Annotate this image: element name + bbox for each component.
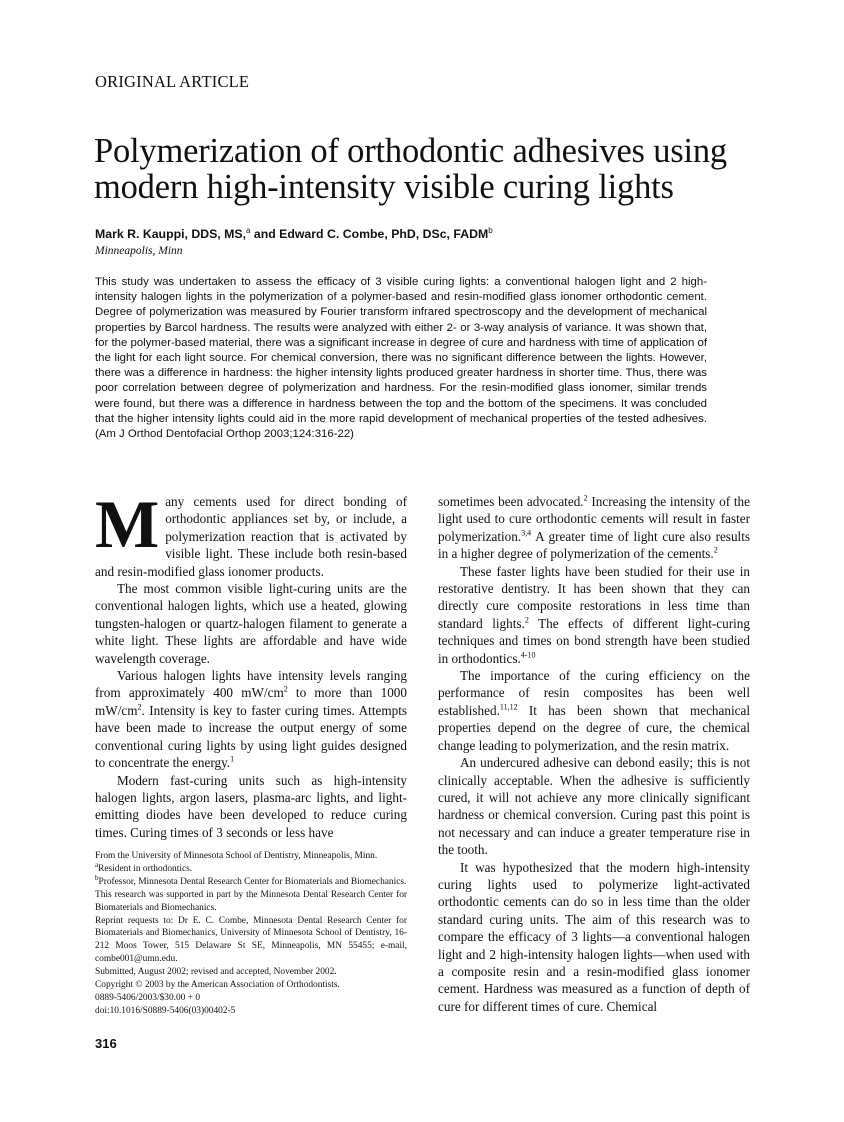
affiliation-marker: b <box>488 225 493 235</box>
body-paragraph: It was hypothesized that the modern high-intensity curing lights used to polymerize light-activated orthodontic cements can do so in less time than the older standard curing units. The aim of this research was to compare the efficacy of 3 lights—a conventional halogen light and 2 high-intensity halogen lights—when used with a composite resin and a resin-modified glass ionomer cement. Hardness was measured as a function of depth of cure for different times of cure. Chemical <box>438 859 750 1014</box>
citation-link[interactable]: 4-10 <box>520 650 536 660</box>
footnote-copyright: Copyright © 2003 by the American Association of Orthodontists. <box>95 980 340 991</box>
body-column-right <box>438 493 750 1015</box>
citation-link[interactable]: 2 <box>583 493 588 503</box>
citation-link[interactable]: 2 <box>713 545 718 555</box>
footnote-issn: 0889-5406/2003/$30.00 + 0 <box>95 992 201 1003</box>
superscript: 2 <box>137 702 142 712</box>
body-paragraph: Modern fast-curing units such as high-intensity halogen lights, argon lasers, plasma-arc lights, and light-emitting diodes have been developed to reduce curing times. Curing times of 3 seconds or less have <box>95 772 407 840</box>
footnote-affiliation: From the University of Minnesota School of Dentistry, Minneapolis, Minn. <box>95 851 378 861</box>
citation-link[interactable]: 1 <box>230 754 235 764</box>
section-label: ORIGINAL ARTICLE <box>95 72 250 91</box>
body-column-left <box>95 486 407 841</box>
page-number: 316 <box>95 1036 117 1051</box>
footnote-submitted: Submitted, August 2002; revised and accepted, November 2002. <box>95 967 337 978</box>
article-title: Polymerization of orthodontic adhesives using modern high-intensity visible curing lights <box>94 132 727 206</box>
superscript: 2 <box>283 685 288 695</box>
body-paragraph: Many cements used for direct bonding of orthodontic appliances set by, or include, a polymerization reaction that is activated by visible light. These include both resin-based and resin-modified glass ionomer products. <box>95 486 407 579</box>
drop-cap: M <box>95 486 160 562</box>
body-paragraph: These faster lights have been studied for their use in restorative dentistry. It has been shown that they can directly cure composite restorations in less time than standard lights.$^2$ The effects of different light-curing techniques and times on bond strength have been studied in orthodontics.$^{4-10}$ <box>438 563 750 666</box>
footnote-reprint: Reprint requests to: Dr E. C. Combe, Minnesota Dental Research Center for Biomaterials and Biomechanics, University of Minnesota School of Dentistry, 16-212 Moos Tower, 515 Delaware St SE, Minneapolis, MN 55455; e-mail, combe001@umn.edu. <box>95 915 407 965</box>
author-name: Mark R. Kauppi, DDS, MS, <box>95 227 246 241</box>
body-paragraph: The most common visible light-curing units are the conventional halogen lights, which use a heated, glowing tungsten-halogen or quartz-halogen filament to generate a white light. These lights are affordable and have wide wavelength coverage. <box>95 581 407 666</box>
footnote-b: $^b$Professor, Minnesota Dental Research Center for Biomaterials and Biomechanics. <box>95 873 407 887</box>
author-location: Minneapolis, Minn <box>95 245 183 257</box>
author-name: and Edward C. Combe, PhD, DSc, FADM <box>250 227 489 241</box>
footnote-doi[interactable]: doi:10.1016/S0889-5406(03)00402-5 <box>95 1005 236 1016</box>
footnote-a: $^a$Resident in orthodontics. <box>95 860 193 874</box>
citation-link[interactable]: 3,4 <box>521 528 532 538</box>
abstract: This study was undertaken to assess the efficacy of 3 visible curing lights: a conventional halogen light and 2 high-intensity halogen lights in the polymerization of a polymer-based and resin-modified glass ionomer orthodontic cement. Degree of polymerization was measured by Fourier transform infrared spectroscopy and the development of mechanical properties by Barcol hardness. The results were analyzed with either 2- or 3-way analysis of variance. It was shown that, for the polymer-based material, there was a significant increase in degree of cure and hardness with time of application of the light for each light source. For chemical conversion, there was no significant difference between the lights. However, there was a difference in hardness: the higher intensity lights produced greater hardness in shorter time. Thus, there was poor correlation between degree of polymerization and hardness. For the resin-modified glass ionomer, similar trends were found, but there was a difference in hardness between the top and the bottom of the specimens. It was concluded that the higher intensity lights could aid in the more rapid development of mechanical properties of the tested adhesives. (Am J Orthod Dentofacial Orthop 2003;124:316-22) <box>95 276 707 441</box>
footnote-support: This research was supported in part by the Minnesota Dental Research Center for Biomaterials and Biomechanics. <box>95 889 407 913</box>
citation-link[interactable]: 2 <box>524 615 529 625</box>
body-paragraph: The importance of the curing efficiency on the performance of resin composites has been well established.$^{11,12}$ It has been shown that mechanical properties depend on the degree of cure, the chemical change leading to polymerization, and the resin matrix. <box>438 668 750 753</box>
footnotes <box>95 850 407 1018</box>
body-paragraph: Various halogen lights have intensity levels ranging from approximately 400 $mW/cm^2$ to more than 1000 $mW/cm^2$. Intensity is key to faster curing times. Attempts have been made to increase the output energy of some conventional curing lights by using light guides designed to concentrate the energy.$^1$ <box>95 668 407 771</box>
citation-link[interactable]: 11,12 <box>499 702 518 712</box>
body-paragraph: sometimes been advocated.$^2$ Increasing the intensity of the light used to cure orthodontic cements will result in faster polymerization.$^{3,4}$ A greater time of light cure also results in a higher degree of polymerization of the cements.$^2$ <box>438 493 750 562</box>
author-line <box>95 227 493 241</box>
body-paragraph: An undercured adhesive can debond easily; this is not clinically acceptable. When the adhesive is sufficiently cured, it will not achieve any more clinically significant hardness or chemical conversion. Curing past this point is not necessary and can induce a greater temperature rise in the tooth. <box>438 755 750 858</box>
affiliation-marker: a <box>246 225 251 235</box>
